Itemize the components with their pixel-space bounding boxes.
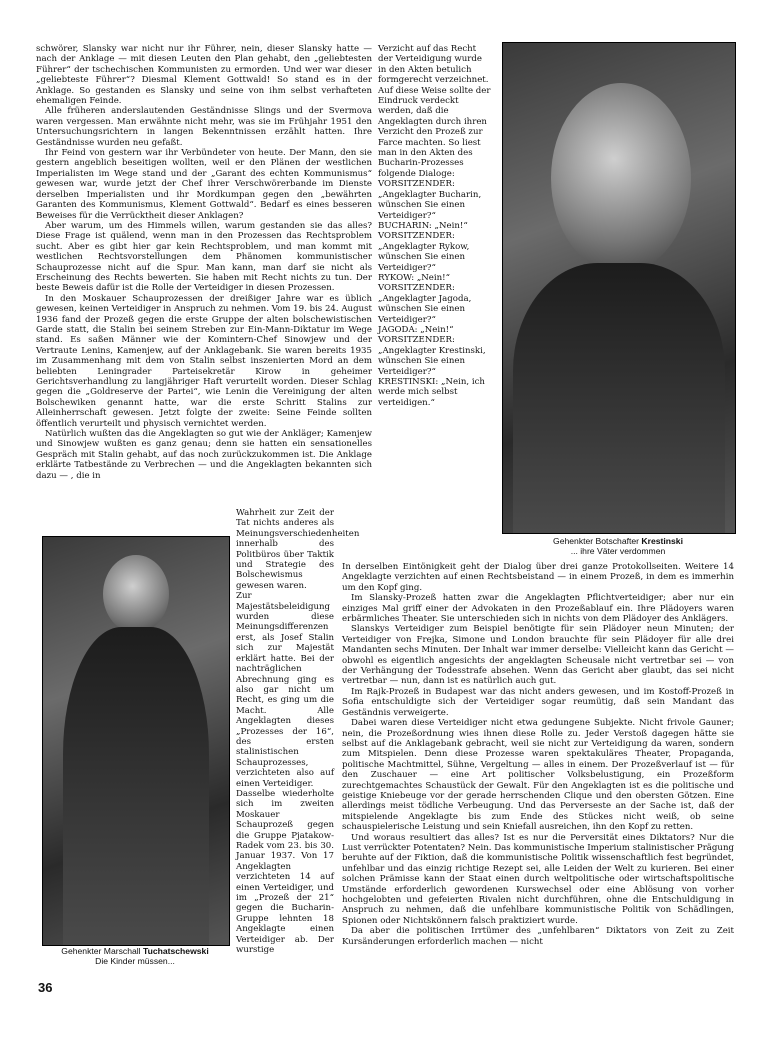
tuchatschewski-photo	[42, 536, 230, 946]
paragraph: Dabei waren diese Verteidiger nicht etwa gedungene Subjekte. Nicht frivole Gauner; nein, die Prozeßordnung wies ihnen diese Rolle zu. Jeder Verstoß dagegen hätte sie selbst auf die Anklagebank gebracht, weil sie nicht zur Verteidigung da waren, sondern zum Mitspielen. Denn diese Prozesse waren spektakuläres Theater, Propaganda, politische Machtmittel, Sühne, Vergeltung — alles in einem. Der Prozeßverlauf ist — für den Zuschauer — eine Art politischer Volksbelustigung, ein Prozeßform zurechtgemachtes Schaustück der Gewalt. Für den Angeklagten ist es die politische und geistige Kniebeuge vor der gerade herrschenden Clique und den obersten Götzen. Eine allerdings meist tödliche Verbeugung. Und das Perverseste an der Sache ist, daß der mitspielende Angeklagte bis zum Ende des Stückes nicht weiß, ob seine schauspielerische Leistung und sein Kniefall ausreichen, ihn den Kopf zu retten.	[342, 718, 734, 833]
paragraph: Da aber die politischen Irrtümer des „unfehlbaren“ Diktators von Zeit zu Zeit Kursänderungen erforderlich machen — nicht	[342, 926, 734, 947]
krestinski-photo	[502, 42, 736, 534]
right-caption: Gehenkter Botschafter Krestinski ... ihre Väter verdommen	[553, 536, 683, 557]
page-number: 36	[38, 980, 53, 995]
paragraph: Aber warum, um des Himmels willen, warum gestanden sie das alles? Diese Frage ist quälend, wenn man in den Prozessen das Rechtsproblem sucht. Aber es gibt hier gar kein Rechtsproblem, und man kommt mit westlichen Rechtsvorstellungen dem Phänomen kommunistischer Schauprozesse nicht auf die Spur. Man kann, man darf sie nicht als Erscheinung des Rechts bewerten. Sie haben mit Recht nichts zu tun. Der beste Beweis dafür ist die Rolle der Verteidiger in diesen Prozessen.	[36, 220, 372, 294]
dialog-text: Verzicht auf das Recht der Verteidigung wurde in den Akten betulich formgerecht verzeichnet. Auf diese Weise sollte der Eindruck verdeckt werden, daß die Angeklagten durch ihren Verzicht den Prozeß zur Farce machten. So liest man in den Akten des Bucharin-Prozesses folgende Dialoge: VORSITZENDER: „Angeklagter Bucharin, wünschen Sie einen Verteidiger?“ BUCHARIN: „Nein!“ VORSITZENDER: „Angeklagter Rykow, wünschen Sie einen Verteidiger?“ RYKOW: „Nein!“ VORSITZENDER: „Angeklagter Jagoda, wünschen Sie einen Verteidiger?“ JAGODA: „Nein!“ VORSITZENDER: „Angeklagter Krestinski, wünschen Sie einen Verteidiger?“ KRESTINSKI: „Nein, ich werde mich selbst verteidigen.“	[378, 44, 491, 408]
paragraph: schwörer, Slansky war nicht nur ihr Führer, nein, dieser Slansky hatte — nach der Anklage — mit diesen Leuten den Plan gehabt, den „geliebtesten Führer“ der tschechischen Kommunisten zu ermorden. Und wer war dieser „geliebteste Führer“? Diesmal Klement Gottwald! So stand es in der Anklage. So gestanden es Slansky und seine von ihm selbst verhafteten ehemaligen Feinde.	[36, 44, 372, 107]
paragraph: Slanskys Verteidiger zum Beispiel benötigte für sein Plädoyer neun Minuten; der Verteidiger von Frejka, Simone und London brauchte für sein Plädoyer für alle drei Mandanten sechs Minuten. Der Inhalt war immer derselbe: Vielleicht kann das Gericht — obwohl es eigentlich angesichts der angeklagten Scheusale nicht vertretbar sei — von der Verhängung der Todesstrafe absehen. Wenn das Gericht aber glaubt, das sei nicht vertretbar — nun, dann ist es natürlich auch gut.	[342, 624, 734, 687]
paragraph: Und woraus resultiert das alles? Ist es nur die Perversität eines Diktators? Nur die Lust verrückter Potentaten? Nein. Das kommunistische Imperium stalinistischer Prägung beruhte auf der Fiktion, daß die kommunistische Politik wissenschaftlich fest begründet, unfehlbar und das einzig richtige Rezept sei, alle Leiden der Welt zu kurieren. Bei einer solchen Prämisse kann der Staat einen durch weltpolitische oder wirtschaftspolitische Umstände erforderlich gewordenen Kurswechsel oder eine Ablösung von vorher hochgelobten und gefeierten Rivalen nicht durchführen, ohne die Entschuldigung in Anspruch zu nehmen, daß die unfehlbare kommunistische Politik von Schädlingen, Spionen oder Nichtskönnern falsch praktiziert wurde.	[342, 832, 734, 926]
paragraph: Im Slansky-Prozeß hatten zwar die Angeklagten Pflichtverteidiger; aber nur ein einziges Mal griff einer der Advokaten in den Prozeßablauf ein. Ihre Plädoyers waren erbärmliches Theater. Sie unterschieden sich in nichts von dem Plädoyer des Anklägers.	[342, 593, 734, 625]
mid-text: Wahrheit zur Zeit der Tat nichts anderes als Meinungsverschiedenheiten innerhalb des Politbüros über Taktik und Strategie des Bolschewismus gewesen waren. Zur Majestätsbeleidigung wurden diese Meinungsdifferenzen erst, als Josef Stalin sich zur Majestät erklärt hatte. Bei der nachträglichen Abrechnung ging es also gar nicht um Recht, es ging um die Macht. Alle Angeklagten dieses „Prozesses der 16“, des ersten stalinistischen Schauprozesses, verzichteten also auf einen Verteidiger. Dasselbe wiederholte sich im zweiten Moskauer Schauprozeß gegen die Gruppe Pjatakow-Radek vom 23. bis 30. Januar 1937. Von 17 Angeklagten verzichteten 14 auf einen Verteidiger, und im „Prozeß der 21“ gegen die Bucharin-Gruppe lehnten 18 Angeklagte einen Verteidiger ab. Der wurstige	[236, 508, 360, 956]
paragraph: Alle früheren anderslautenden Geständnisse Slings und der Svermova waren vergessen. Man erwähnte nicht mehr, was sie im Frühjahr 1951 den Untersuchungsrichtern in langen Bekenntnissen erzählt hatten. Ihre Geständnisse wurden neu gefaßt.	[36, 106, 372, 148]
paragraph: Im Rajk-Prozeß in Budapest war das nicht anders gewesen, und im Kostoff-Prozeß in Sofia entschuldigte sich der Verteidiger sogar reumütig, daß sein Mandant das Geständnis verweigerte.	[342, 686, 734, 718]
left-caption: Gehenkter Marschall Tuchatschewski Die Kinder müssen...	[61, 946, 209, 967]
paragraph: Ihr Feind von gestern war ihr Verbündeter von heute. Der Mann, den sie gestern angeblich beseitigen wollten, weil er den Plänen der westlichen Imperialisten im Wege stand und der „Garant des echten Kommunismus“ gewesen war, wurde jetzt der Chef ihrer Verschwörerbande im Dienste derselben Imperialisten und ihr Mordkumpan gegen den „bewährten Garanten des Kommunismus, Klement Gottwald“. Bedarf es eines besseren Beweises für die Verrücktheit dieser Anklagen?	[36, 148, 372, 221]
right-column	[342, 562, 734, 947]
paragraph: In den Moskauer Schauprozessen der dreißiger Jahre war es üblich gewesen, keinen Verteidiger in Anspruch zu nehmen. Vom 19. bis 24. August 1936 fand der Prozeß gegen die erste Gruppe der alten bolschewistischen Garde statt, die Stalin bei seinem Streben zur Ein-Mann-Diktatur im Wege stand. Es saßen Männer wie der Komintern-Chef Sinowjew und der Vertraute Lenins, Kamenjew, auf der Anklagebank. Sie waren bereits 1935 im Zusammenhang mit dem von Stalin selbst inszenierten Mord an dem beliebten Leningrader Parteisekretär Kirow in geheimer Gerichtsverhandlung zu langjähriger Haft verurteilt worden. Dieser Schlag gegen die „Goldreserve der Partei“, wie Lenin die Vereinigung der alten Bolschewiken genannt hatte, war die erste Schritt Stalins zur Alleinherrschaft gewesen. Jetzt folgte der zweite: Seine Feinde sollten öffentlich verurteilt und physisch vernichtet werden.	[36, 293, 372, 429]
dialog-column	[378, 44, 492, 408]
top-left-column	[36, 44, 372, 481]
paragraph: In derselben Eintönigkeit geht der Dialog über drei ganze Protokollseiten. Weitere 14 Angeklagte verzichten auf einen Rechtsbeistand — in einem Prozeß, in dem es immerhin um den Kopf ging.	[342, 562, 734, 593]
mid-column	[236, 508, 360, 956]
paragraph: Natürlich wußten das die Angeklagten so gut wie der Ankläger; Kamenjew und Sinowjew wußten es ganz genau; denn sie hatten ein sensationelles Gespräch mit Stalin gehabt, auf das noch zurückzukommen ist. Die Anklage erklärte Tatbestände zu Verbrechen — und die Angeklagten bekannten sich dazu — , die in	[36, 429, 372, 481]
